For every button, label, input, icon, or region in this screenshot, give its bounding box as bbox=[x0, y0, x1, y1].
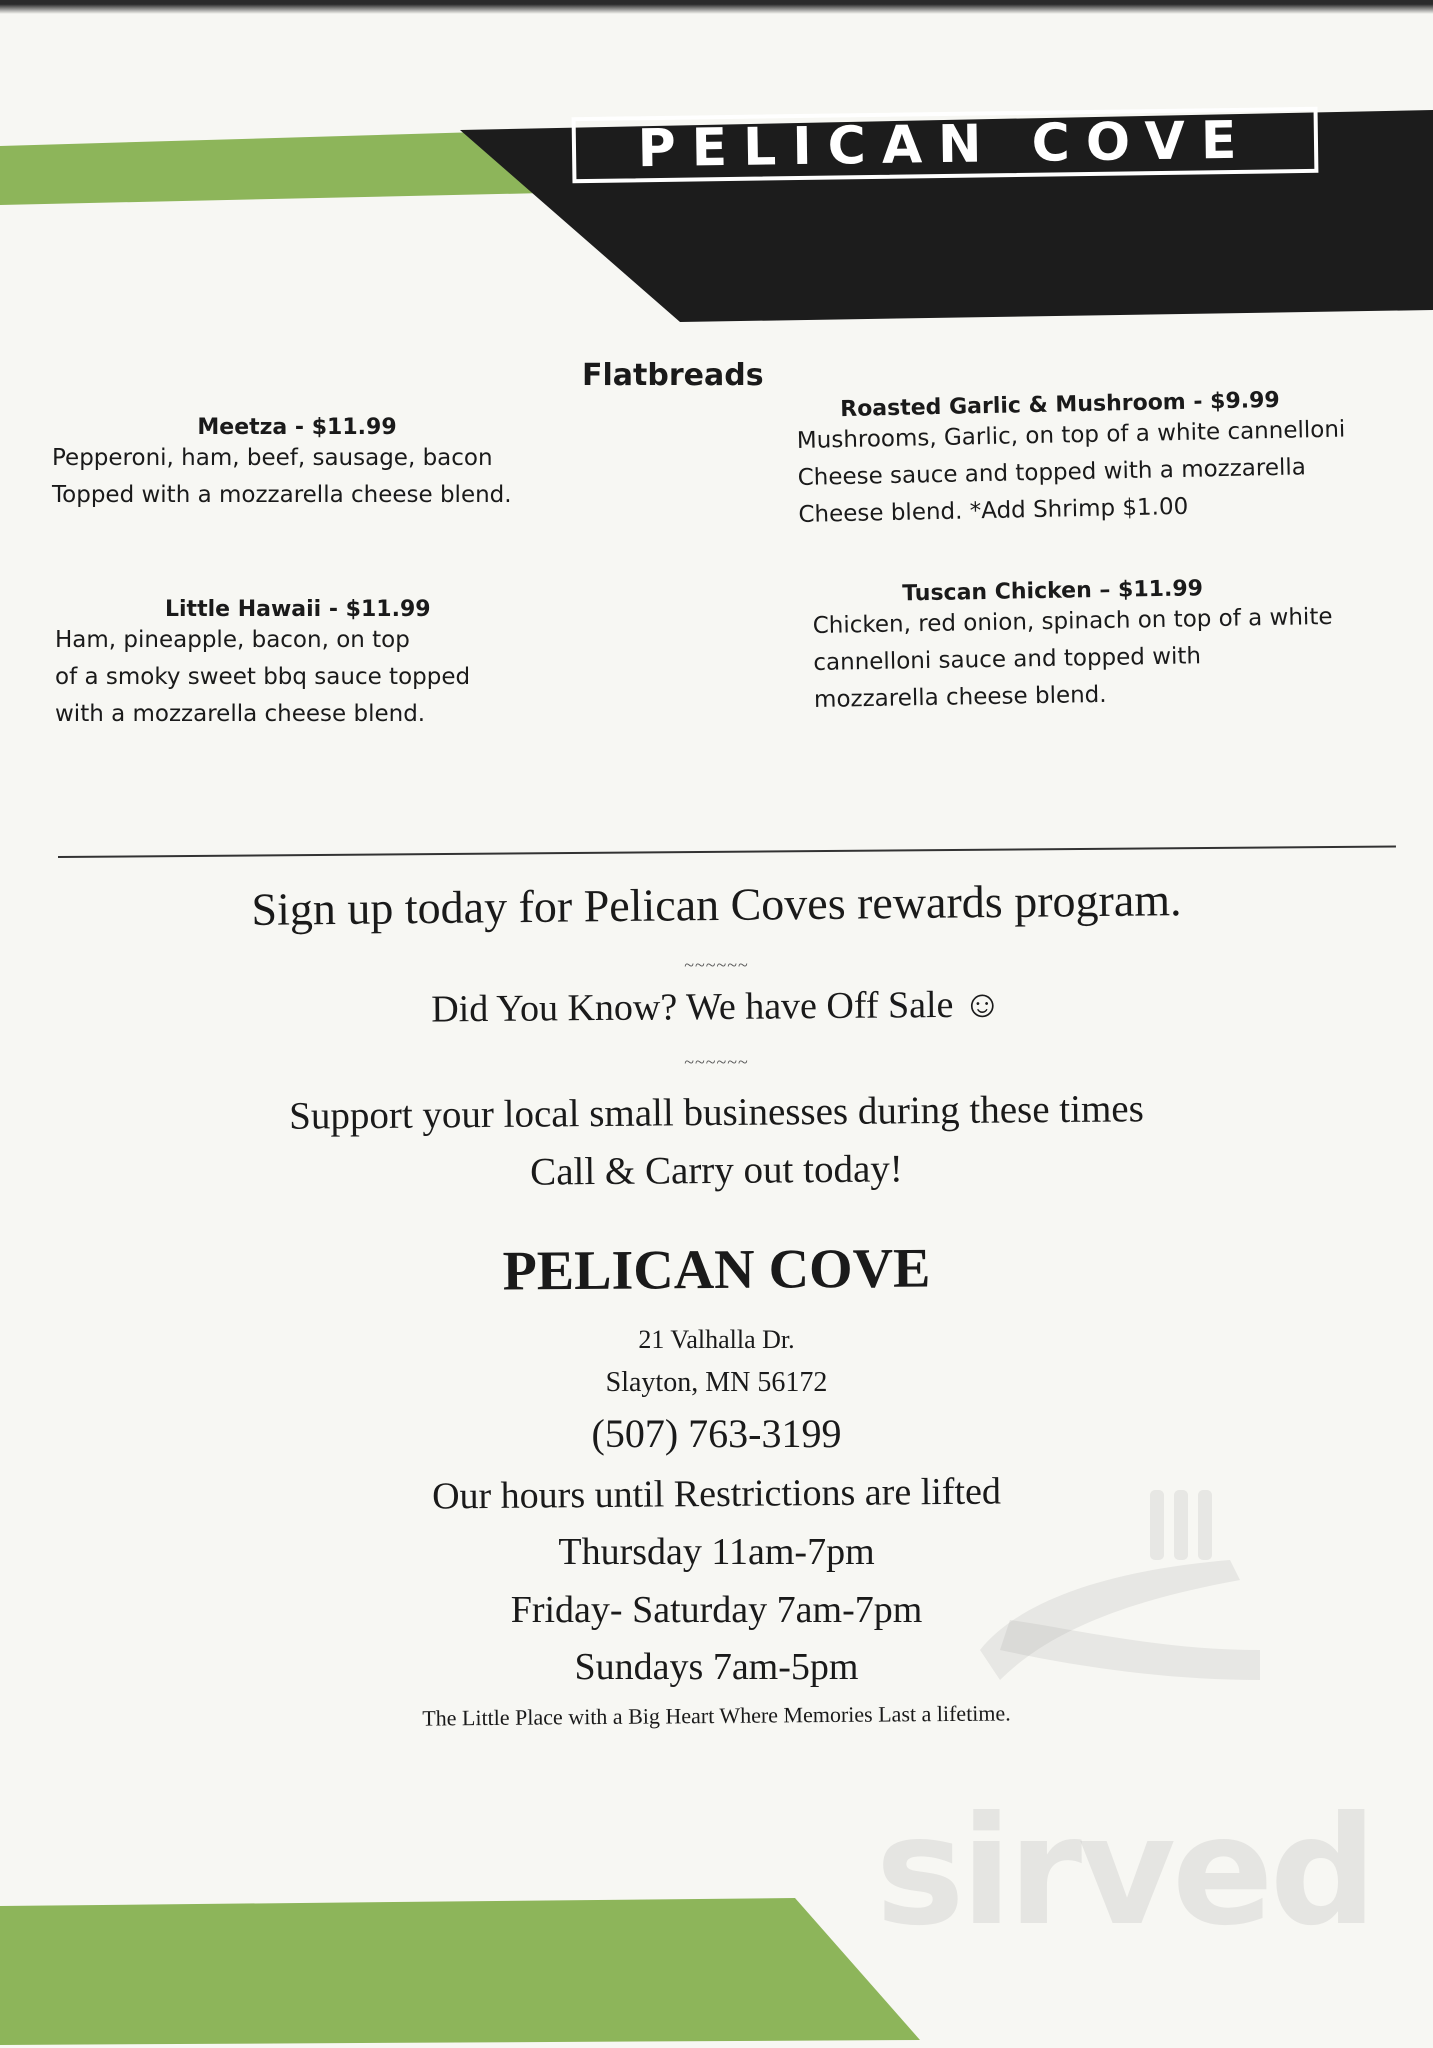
watermark-logo: sirved bbox=[875, 1785, 1373, 1959]
green-stripe-bottom bbox=[0, 1898, 920, 2045]
footer-banner bbox=[0, 1890, 1433, 2048]
hours-friday-saturday: Friday- Saturday 7am-7pm bbox=[510, 1589, 923, 1631]
section-divider bbox=[58, 845, 1396, 858]
section-title-flatbreads: Flatbreads bbox=[582, 358, 764, 393]
address-line-1: 21 Valhalla Dr. bbox=[638, 1325, 795, 1354]
utensils-watermark-icon bbox=[960, 1480, 1280, 1720]
menu-item-description: Ham, pineapple, bacon, on top of a smoky sweet bbq sauce topped with a mozzarella cheese blend. bbox=[55, 627, 471, 727]
separator-2: ~~~~~~ bbox=[684, 1052, 749, 1072]
menu-item-name: Tuscan Chicken – $11.99 bbox=[901, 576, 1204, 607]
menu-item-description: Mushrooms, Garlic, on top of a white cannelloni Cheese sauce and topped with a mozzarella Cheese blend. *Add Shrimp $1.00 bbox=[796, 416, 1346, 528]
phone-number: (507) 763-3199 bbox=[591, 1411, 842, 1456]
menu-item-name: Roasted Garlic & Mushroom - $9.99 bbox=[839, 387, 1280, 423]
separator-1: ~~~~~~ bbox=[684, 955, 749, 975]
contact-business-name: PELICAN COVE bbox=[502, 1237, 931, 1303]
menu-item-roasted-garlic-mushroom bbox=[796, 385, 1399, 534]
hours-sunday: Sundays 7am-5pm bbox=[574, 1646, 859, 1688]
menu-item-meetza bbox=[52, 415, 572, 514]
top-edge-shadow bbox=[0, 0, 1433, 14]
support-line-1: Support your local small businesses during these times bbox=[289, 1087, 1144, 1138]
hours-thursday: Thursday 11am-7pm bbox=[558, 1531, 875, 1573]
menu-item-name: Meetza - $11.99 bbox=[197, 415, 397, 440]
off-sale-notice: Did You Know? We have Off Sale ☺ bbox=[431, 983, 1002, 1031]
brand-logo-text: PELICAN COVE bbox=[637, 110, 1253, 180]
menu-item-little-hawaii bbox=[55, 597, 575, 733]
tagline: The Little Place with a Big Heart Where Memories Last a lifetime. bbox=[422, 1700, 1011, 1731]
menu-item-tuscan-chicken bbox=[812, 573, 1404, 719]
support-line-2: Call & Carry out today! bbox=[530, 1147, 903, 1194]
hours-heading: Our hours until Restrictions are lifted bbox=[431, 1470, 1002, 1518]
brand-logo-box bbox=[572, 107, 1319, 183]
rewards-headline: Sign up today for Pelican Coves rewards program. bbox=[251, 874, 1182, 935]
address-line-2: Slayton, MN 56172 bbox=[605, 1367, 828, 1398]
menu-item-name: Little Hawaii - $11.99 bbox=[165, 597, 431, 622]
menu-item-description: Pepperoni, ham, beef, sausage, bacon Topped with a mozzarella cheese blend. bbox=[52, 445, 512, 508]
menu-item-description: Chicken, red onion, spinach on top of a white cannelloni sauce and topped with mozzarella cheese blend. bbox=[812, 603, 1333, 713]
green-stripe-top bbox=[0, 132, 545, 205]
